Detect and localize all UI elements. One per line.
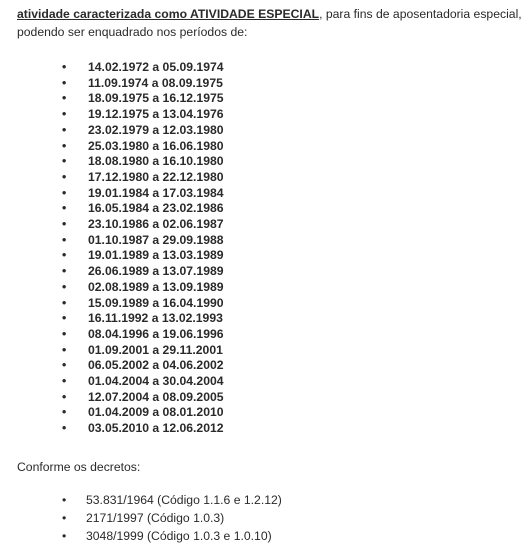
period-item: • 19.01.1989 a 13.03.1989 (60, 248, 224, 264)
intro-paragraph (17, 5, 522, 41)
period-item: • 19.12.1975 a 13.04.1976 (60, 107, 224, 123)
period-item: • 25.03.1980 a 16.06.1980 (60, 139, 224, 155)
period-item: • 14.02.1972 a 05.09.1974 (60, 60, 224, 76)
period-item: • 01.10.1987 a 29.09.1988 (60, 233, 224, 249)
period-item: • 23.02.1979 a 12.03.1980 (60, 123, 224, 139)
period-item: • 08.04.1996 a 19.06.1996 (60, 327, 224, 343)
period-item: • 11.09.1974 a 08.09.1975 (60, 76, 224, 92)
decree-item: • 53.831/1964 (Código 1.1.6 e 1.2.12) (60, 491, 282, 509)
period-item: • 19.01.1984 a 17.03.1984 (60, 186, 224, 202)
period-item: • 18.08.1980 a 16.10.1980 (60, 154, 224, 170)
periods-list (60, 60, 224, 437)
period-item: • 06.05.2002 a 04.06.2002 (60, 358, 224, 374)
period-item: • 16.05.1984 a 23.02.1986 (60, 201, 224, 217)
period-item: • 03.05.2010 a 12.06.2012 (60, 421, 224, 437)
decree-item: • 3048/1999 (Código 1.0.3 e 1.0.10) (60, 527, 282, 545)
period-item: • 18.09.1975 a 16.12.1975 (60, 91, 224, 107)
period-item: • 01.04.2004 a 30.04.2004 (60, 374, 224, 390)
period-item: • 01.09.2001 a 29.11.2001 (60, 343, 224, 359)
decrees-list (60, 491, 282, 545)
period-item: • 12.07.2004 a 08.09.2005 (60, 390, 224, 406)
decree-item: • 2171/1997 (Código 1.0.3) (60, 509, 282, 527)
period-item: • 16.11.1992 a 13.02.1993 (60, 311, 224, 327)
special-activity-emphasis: atividade caracterizada como ATIVIDADE ESPECIAL (17, 7, 320, 21)
period-item: • 26.06.1989 a 13.07.1989 (60, 264, 224, 280)
intro-line-2: podendo ser enquadrado nos períodos de: (17, 25, 248, 39)
period-item: • 02.08.1989 a 13.09.1989 (60, 280, 224, 296)
period-item: • 23.10.1986 a 02.06.1987 (60, 217, 224, 233)
period-item: • 17.12.1980 a 22.12.1980 (60, 170, 224, 186)
decree-heading: Conforme os decretos: (17, 460, 141, 474)
intro-continuation: , para fins de aposentadoria especial, (319, 7, 522, 21)
period-item: • 15.09.1989 a 16.04.1990 (60, 296, 224, 312)
intro-line-1 (17, 5, 522, 23)
period-item: • 01.04.2009 a 08.01.2010 (60, 405, 224, 421)
